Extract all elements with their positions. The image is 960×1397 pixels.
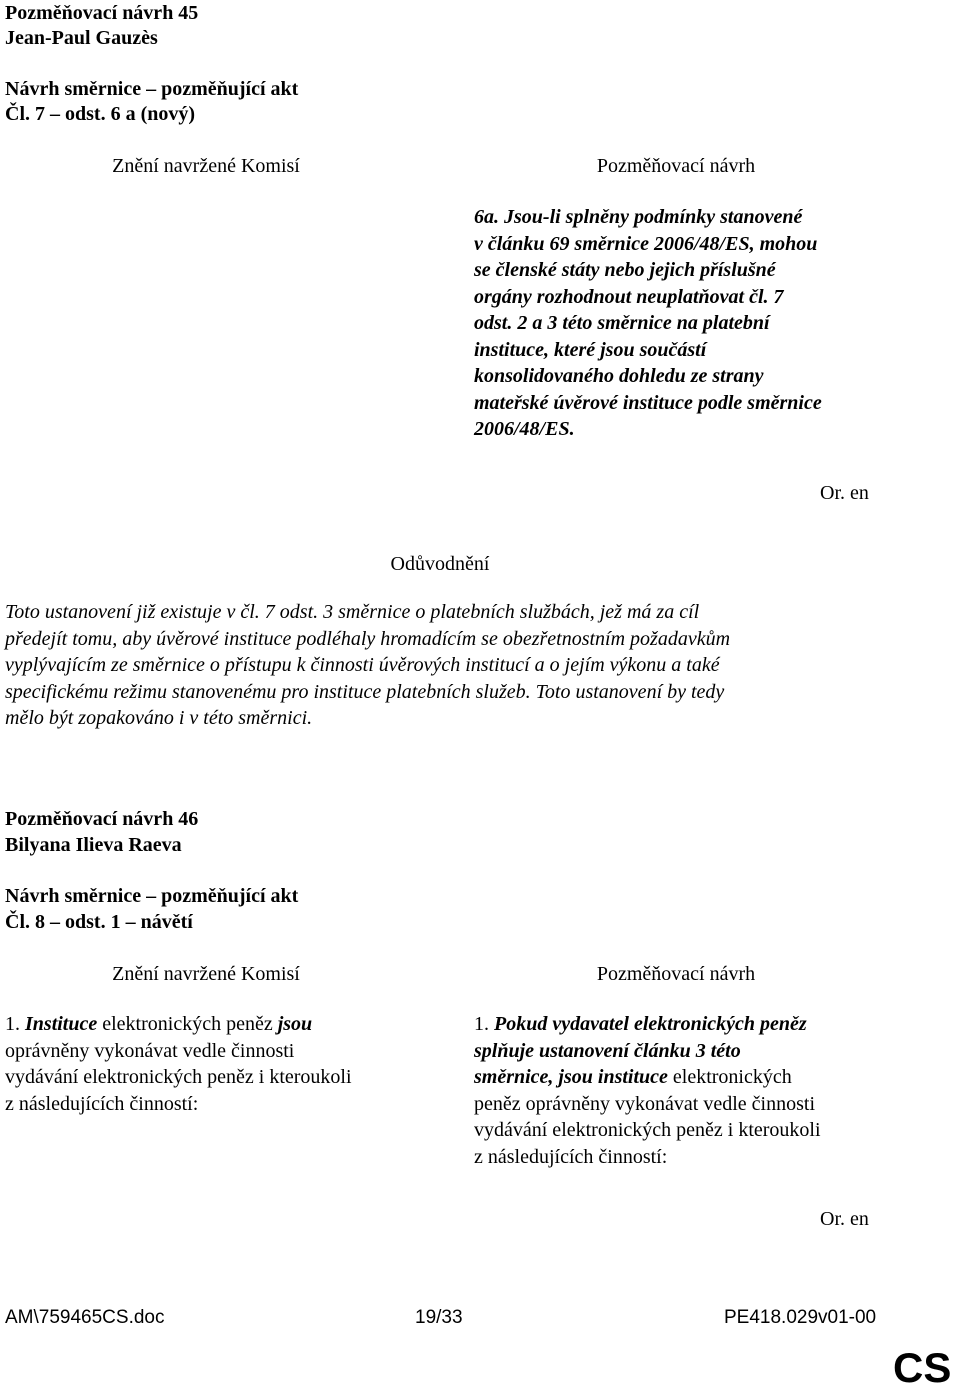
amendment-46-heading: Pozměňovací návrh 46: [5, 808, 199, 830]
amendment-46-original-language: Or. en: [820, 1208, 869, 1230]
amendment-46-left-text: [5, 1011, 425, 1117]
amendment-45-article: Čl. 7 – odst. 6 a (nový): [5, 103, 196, 125]
footer-file-name: AM\759465CS.doc: [5, 1307, 165, 1328]
text-line: vydávání elektronických peněz i kteroukoli: [474, 1119, 821, 1141]
amendment-46-author: Bilyana Ilieva Raeva: [5, 834, 182, 856]
text-line: mateřské úvěrové instituce podle směrnice: [474, 391, 822, 414]
text-line: oprávněny vykonávat vedle činnosti: [5, 1039, 295, 1062]
amendment-46-doc-type: Návrh směrnice – pozměňující akt: [5, 885, 299, 907]
text-line: instituce, které jsou součástí: [474, 338, 707, 361]
amendment-45-doc-type: Návrh směrnice – pozměňující akt: [5, 78, 299, 100]
text-line: konsolidovaného dohledu ze strany: [474, 365, 764, 387]
text-line: směrnice, jsou instituce elektronických: [474, 1066, 792, 1088]
footer-language-code: CS: [893, 1344, 952, 1391]
amendment-45-author: Jean-Paul Gauzès: [5, 27, 158, 49]
amendment-46-article: Čl. 8 – odst. 1 – návětí: [5, 911, 193, 933]
amendment-45-col-left-head: Znění navržené Komisí: [112, 155, 300, 177]
text-line: specifickému režimu stanovenému pro instituce platebních služeb. Toto ustanovení by tedy: [5, 680, 725, 703]
amendment-46-col-left-head: Znění navržené Komisí: [112, 963, 300, 985]
text-line: 1. Pokud vydavatel elektronických peněz: [474, 1013, 807, 1035]
text-line: odst. 2 a 3 této směrnice na platební: [474, 312, 770, 334]
text-line: orgány rozhodnout neuplatňovat čl. 7: [474, 285, 784, 308]
justification-text: [5, 599, 845, 732]
amendment-45-right-text: [474, 204, 884, 443]
text-line: peněz oprávněny vykonávat vedle činnosti: [474, 1092, 815, 1115]
amendment-45-col-right-head: Pozměňovací návrh: [596, 155, 756, 177]
footer-document-ref: PE418.029v01-00: [724, 1307, 877, 1328]
text-line: vyplývajícím ze směrnice o přístupu k činnosti úvěrových institucí a o jejím výkonu a také: [5, 654, 720, 676]
footer-page-number: 19/33: [415, 1307, 463, 1328]
text-line: 2006/48/ES.: [474, 418, 575, 440]
text-line: z následujících činností:: [474, 1145, 668, 1168]
text-line: 1. Instituce elektronických peněz jsou: [5, 1013, 313, 1035]
text-line: se členské státy nebo jejich příslušné: [474, 259, 776, 281]
text-line: vydávání elektronických peněz i kteroukoli: [5, 1066, 352, 1088]
amendment-46-right-text: [474, 1011, 884, 1170]
amendment-45-heading: Pozměňovací návrh 45: [5, 2, 199, 24]
text-line: mělo být zopakováno i v této směrnici.: [5, 707, 313, 729]
text-line: Toto ustanovení již existuje v čl. 7 odst. 3 směrnice o platebních službách, jež má za cíl: [5, 601, 700, 623]
justification-heading: Odůvodnění: [390, 553, 490, 575]
amendment-46-col-right-head: Pozměňovací návrh: [596, 963, 756, 985]
amendment-45-original-language: Or. en: [820, 482, 869, 504]
text-line: 6a. Jsou-li splněny podmínky stanovené: [474, 206, 803, 228]
text-line: předejít tomu, aby úvěrové instituce podléhaly hromadícím se obezřetnostním požadavkům: [5, 627, 731, 650]
text-line: splňuje ustanovení článku 3 této: [474, 1039, 741, 1062]
text-line: v článku 69 směrnice 2006/48/ES, mohou: [474, 232, 818, 255]
text-line: z následujících činností:: [5, 1092, 199, 1115]
